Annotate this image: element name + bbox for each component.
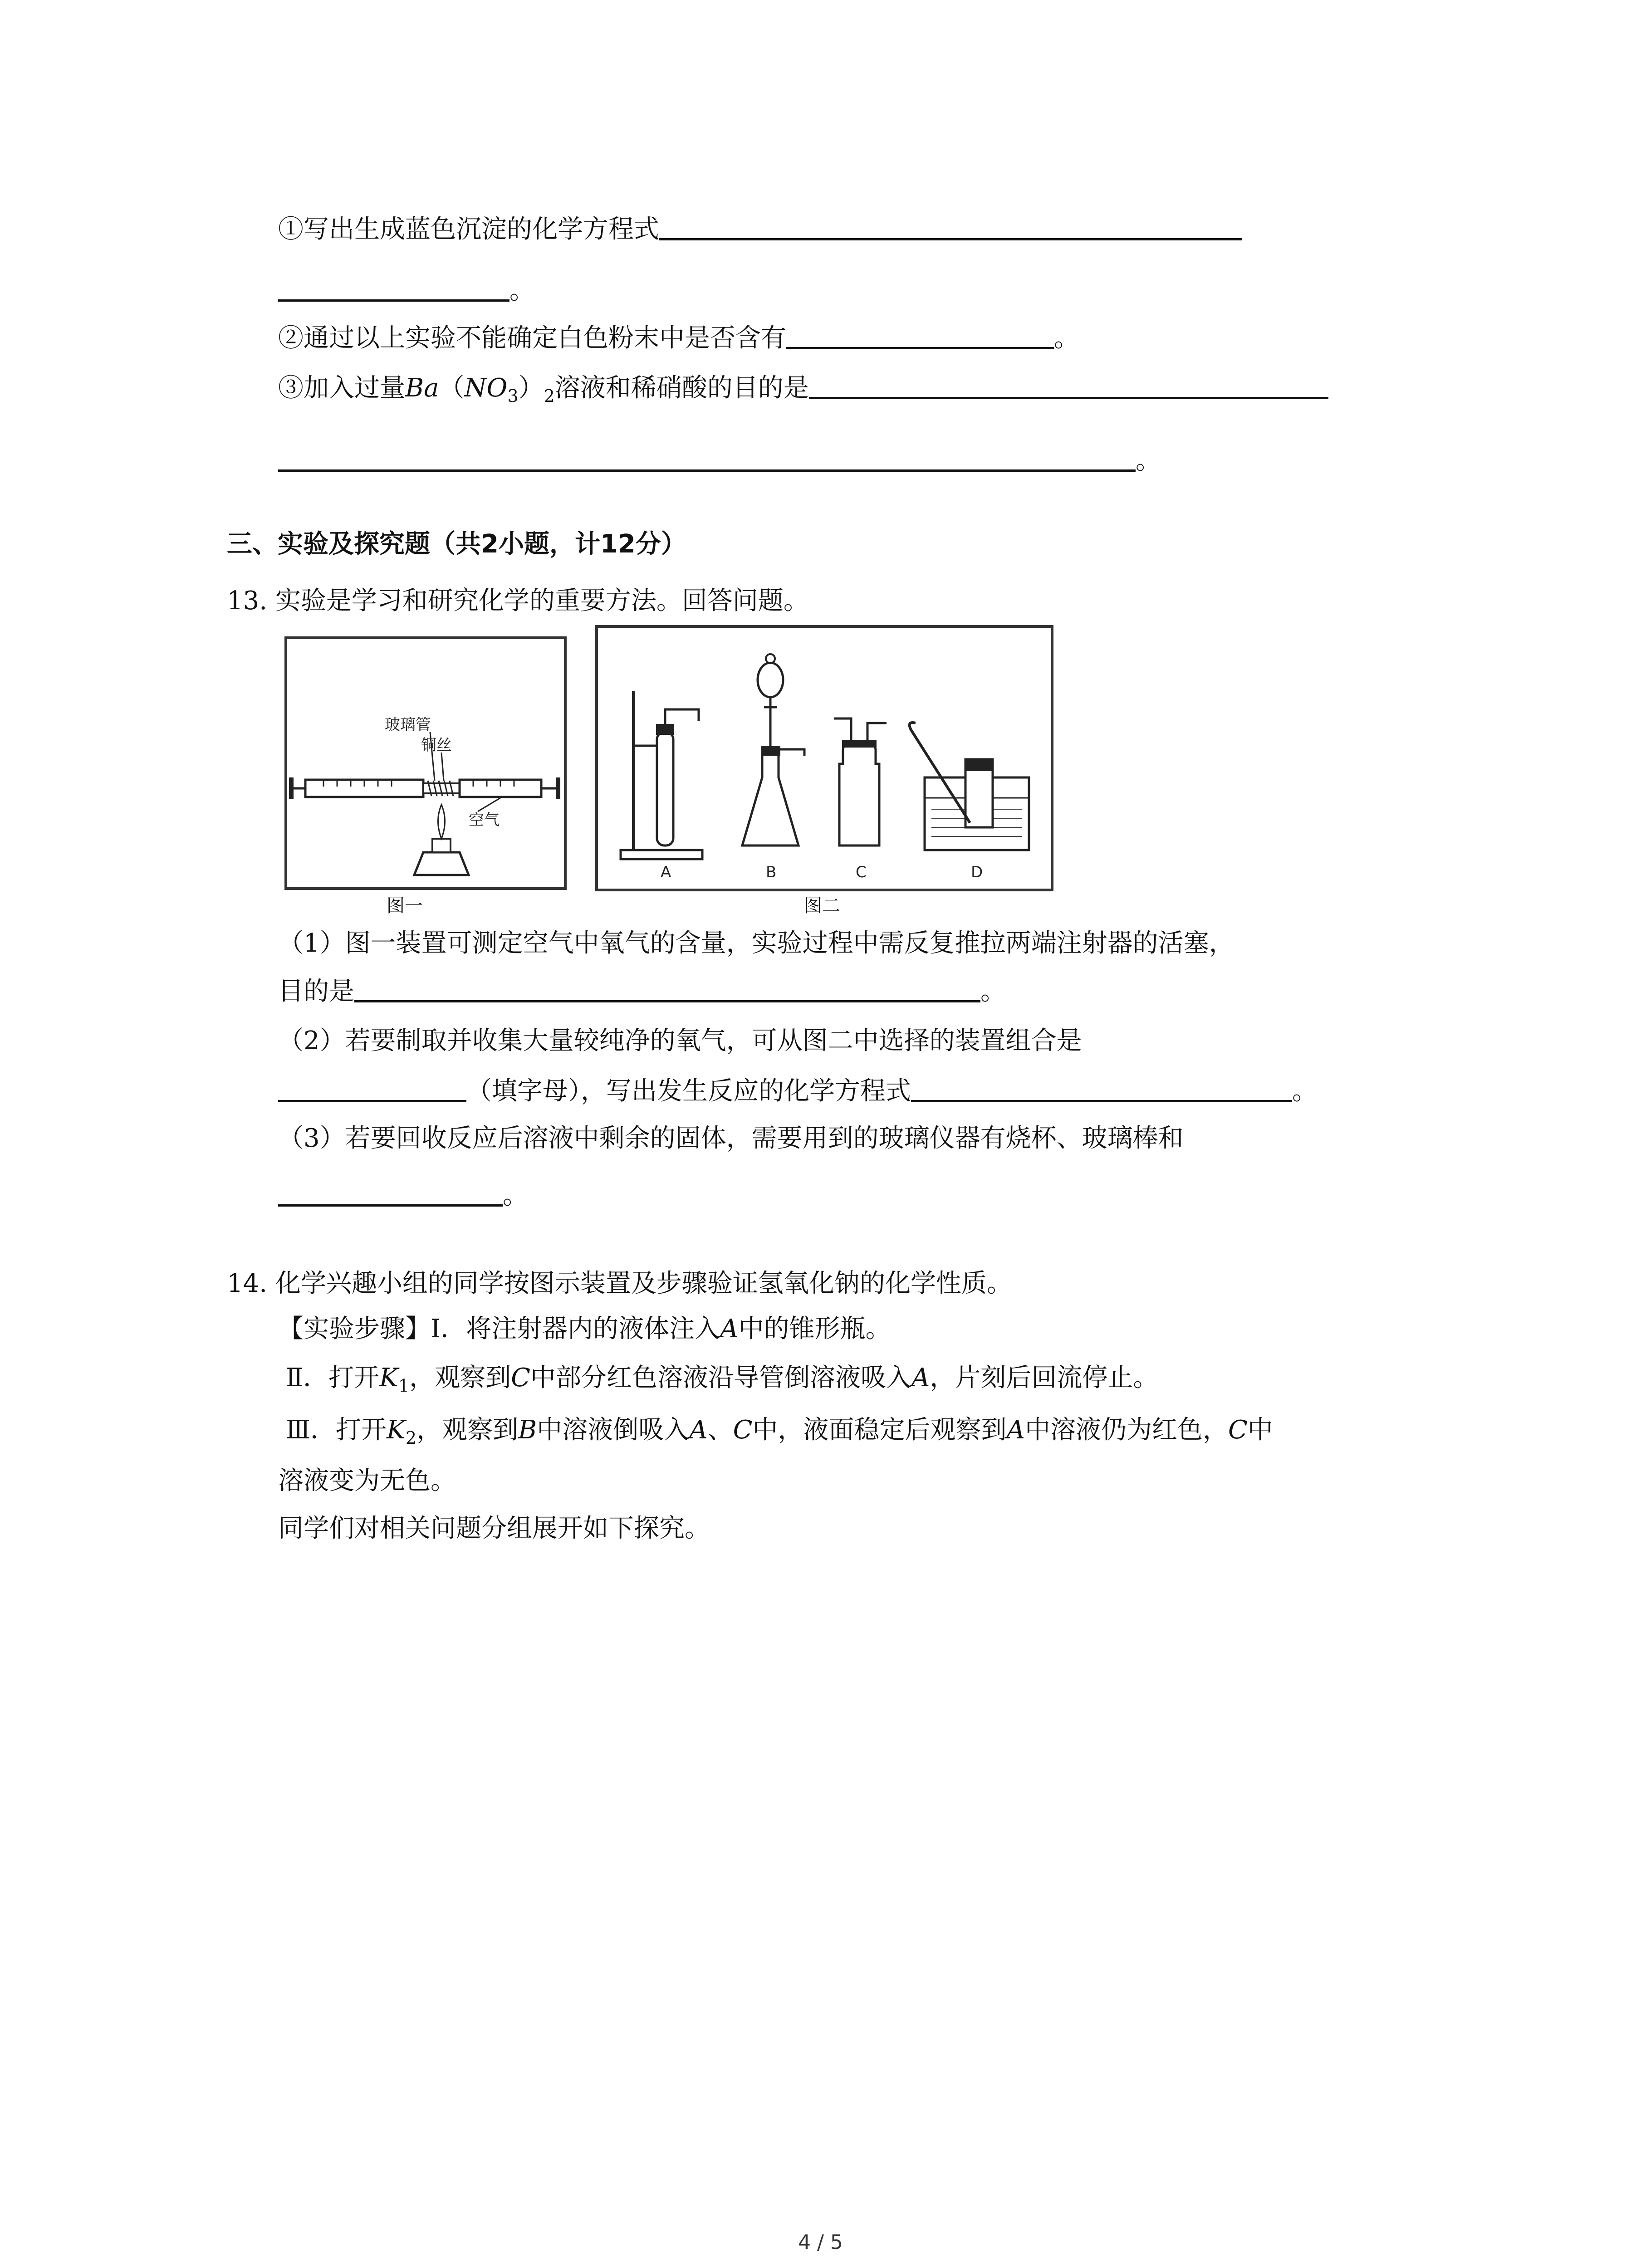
step-text: 中的锥形瓶。	[738, 1314, 891, 1344]
q14-step1	[278, 1311, 891, 1347]
question-line-3	[278, 370, 1328, 414]
variable: A	[911, 1363, 930, 1393]
step-text: ，观察到	[409, 1363, 511, 1393]
figure-one-caption: 图一	[387, 895, 423, 916]
formula-text: ）	[518, 373, 544, 403]
variable: A	[1006, 1415, 1025, 1445]
step-text: ，片刻后回流停止。	[930, 1363, 1159, 1393]
variable: K	[379, 1363, 398, 1393]
punctuation: 。	[1292, 1076, 1318, 1106]
step-text: 、	[707, 1415, 733, 1445]
question-text: ②通过以上实验不能确定白色粉末中是否含有	[278, 323, 786, 353]
variable: K	[387, 1415, 406, 1445]
figure-two	[595, 625, 1053, 891]
variable: A	[720, 1314, 739, 1344]
question-text: 实验是学习和研究化学的重要方法。回答问题。	[275, 586, 809, 616]
answer-blank[interactable]	[659, 211, 1242, 240]
apparatus-c-label: C	[856, 863, 867, 881]
step-text: 中	[1247, 1415, 1273, 1445]
answer-blank[interactable]	[809, 370, 1328, 399]
step-text: 中，液面稳定后观察到	[752, 1415, 1007, 1445]
answer-blank[interactable]	[278, 442, 1136, 472]
question-line-1	[278, 211, 1242, 248]
figure-one	[284, 636, 567, 890]
step-text: 将注射器内的液体注入	[466, 1314, 720, 1344]
q14-step2	[286, 1360, 1158, 1404]
subscript: 2	[405, 1428, 417, 1448]
apparatus-a-label: A	[661, 863, 671, 881]
step-text: 中溶液倒吸入	[537, 1415, 690, 1445]
question-text: ①写出生成蓝色沉淀的化学方程式	[278, 215, 659, 244]
question-number: 13.	[227, 586, 268, 616]
page-number: 4 / 5	[798, 2231, 843, 2254]
q14-step3	[286, 1412, 1273, 1456]
answer-blank[interactable]	[786, 320, 1054, 349]
question-number: 14.	[227, 1269, 268, 1298]
formula-text: Ba	[405, 373, 439, 403]
label-air: 空气	[469, 811, 500, 829]
variable: C	[1228, 1415, 1248, 1445]
answer-blank[interactable]	[354, 973, 980, 1002]
punctuation: 。	[503, 1181, 528, 1210]
question-text: 化学兴趣小组的同学按图示装置及步骤验证氢氧化钠的化学性质。	[275, 1269, 1012, 1298]
answer-blank[interactable]	[911, 1073, 1292, 1102]
answer-blank[interactable]	[278, 1073, 466, 1102]
q13-sub2-line2	[278, 1073, 1318, 1110]
question-line-2	[278, 320, 1079, 357]
step-text: ，观察到	[416, 1415, 519, 1445]
answer-blank[interactable]	[278, 272, 509, 302]
q13-sub1-line1: （1）图一装置可测定空气中氧气的含量，实验过程中需反复推拉两端注射器的活塞，	[278, 929, 1234, 958]
variable: C	[733, 1415, 753, 1445]
q14-closing: 同学们对相关问题分组展开如下探究。	[278, 1514, 710, 1543]
q13-sub2-line1: （2）若要制取并收集大量较纯净的氧气，可从图二中选择的装置组合是	[278, 1026, 1082, 1056]
q14-step3-line2: 溶液变为无色。	[278, 1466, 456, 1496]
question-14-stem	[227, 1266, 1012, 1302]
figure-two-caption: 图二	[804, 895, 840, 916]
subscript: 1	[398, 1376, 410, 1396]
gas-apparatus-illustration	[598, 628, 1051, 889]
punctuation: 。	[1136, 446, 1161, 475]
apparatus-b-label: B	[766, 863, 777, 881]
question-text: 目的是	[278, 977, 354, 1006]
variable: A	[689, 1415, 708, 1445]
step-text: 打开	[336, 1415, 387, 1445]
syringe-apparatus-illustration	[287, 639, 564, 887]
step-number: Ⅰ．	[431, 1314, 466, 1344]
question-13-stem	[227, 583, 809, 619]
formula-text: （	[439, 373, 465, 403]
apparatus-d-label: D	[971, 863, 983, 881]
section-heading: 三、实验及探究题（共2小题，计12分）	[227, 529, 686, 559]
question-line-1b	[278, 272, 535, 309]
formula-subscript: 3	[507, 386, 519, 406]
step-number: Ⅲ．	[286, 1415, 336, 1445]
answer-blank[interactable]	[278, 1177, 503, 1207]
step-tag: 【实验步骤】	[278, 1314, 431, 1344]
formula-text: NO	[464, 373, 508, 403]
variable: B	[518, 1415, 537, 1445]
variable: C	[511, 1363, 530, 1393]
q13-sub1-line2	[278, 973, 1006, 1010]
label-copper-wire: 铜丝	[421, 736, 452, 754]
formula-subscript: 2	[544, 386, 555, 406]
punctuation: 。	[1054, 323, 1079, 353]
question-text: （填字母），写出发生反应的化学方程式	[466, 1076, 911, 1106]
step-number: Ⅱ．	[286, 1363, 329, 1393]
step-text: 中溶液仍为红色，	[1024, 1415, 1228, 1445]
q13-sub3-line2	[278, 1177, 528, 1214]
question-text: 溶液和稀硝酸的目的是	[554, 373, 809, 403]
question-line-3b	[278, 442, 1161, 479]
label-glass-tube: 玻璃管	[385, 716, 431, 734]
step-text: 中部分红色溶液沿导管倒溶液吸入	[530, 1363, 911, 1393]
punctuation: 。	[509, 276, 535, 305]
q13-sub3-line1: （3）若要回收反应后溶液中剩余的固体，需要用到的玻璃仪器有烧杯、玻璃棒和	[278, 1124, 1184, 1153]
step-text: 打开	[328, 1363, 380, 1393]
question-text: ③加入过量	[278, 373, 405, 403]
punctuation: 。	[980, 977, 1006, 1006]
